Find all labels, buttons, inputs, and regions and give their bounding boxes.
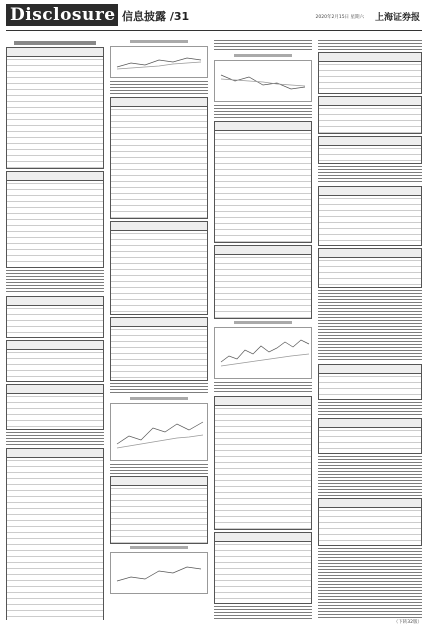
financial-table xyxy=(318,248,422,288)
column-4 xyxy=(318,38,422,620)
financial-table xyxy=(318,52,422,94)
financial-table xyxy=(6,296,104,338)
financial-table xyxy=(6,340,104,382)
financial-table xyxy=(110,221,208,315)
body-text xyxy=(110,383,208,395)
line-chart-graphic xyxy=(111,553,208,593)
body-text xyxy=(318,40,422,50)
financial-table xyxy=(6,171,104,268)
financial-table xyxy=(6,47,104,169)
body-text xyxy=(214,382,312,394)
body-text xyxy=(6,432,104,446)
financial-table xyxy=(6,384,104,430)
body-text xyxy=(318,456,422,496)
financial-table xyxy=(214,396,312,530)
chart-caption xyxy=(234,321,292,324)
disclosure-logo: Disclosure xyxy=(6,4,118,26)
financial-table xyxy=(318,186,422,246)
line-chart-graphic xyxy=(111,47,208,77)
column-3 xyxy=(214,38,312,620)
newspaper-name: 上海证券报 xyxy=(374,13,420,23)
financial-table xyxy=(318,96,422,134)
continued-note: （下转32版） xyxy=(393,620,422,625)
financial-table xyxy=(318,136,422,164)
section-title: 信息披露 /31 xyxy=(122,10,190,23)
financial-table xyxy=(214,245,312,319)
chart-caption xyxy=(234,54,292,57)
body-text xyxy=(214,606,312,620)
chart-caption xyxy=(130,397,188,400)
financial-table xyxy=(6,448,104,620)
financial-table xyxy=(110,97,208,219)
financial-table xyxy=(110,317,208,381)
body-text xyxy=(214,105,312,119)
column-1 xyxy=(6,38,104,620)
line-chart xyxy=(110,46,208,78)
line-chart-graphic xyxy=(215,61,312,101)
body-text xyxy=(6,270,104,294)
line-chart xyxy=(110,403,208,461)
financial-table xyxy=(318,498,422,546)
body-text xyxy=(214,40,312,52)
line-chart xyxy=(214,327,312,379)
body-text xyxy=(318,548,422,618)
chart-caption xyxy=(130,546,188,549)
financial-table xyxy=(214,121,312,243)
body-text xyxy=(318,290,422,362)
line-chart xyxy=(110,552,208,594)
body-text xyxy=(318,402,422,416)
body-text xyxy=(110,464,208,474)
financial-table xyxy=(214,532,312,604)
line-chart xyxy=(214,60,312,102)
body-text xyxy=(110,81,208,95)
table-caption xyxy=(14,41,96,45)
chart-caption xyxy=(130,40,188,43)
dateline: 2020年2月15日 星期六 xyxy=(315,15,364,20)
financial-table xyxy=(110,476,208,544)
financial-table xyxy=(318,418,422,454)
column-2 xyxy=(110,38,208,620)
line-chart-graphic xyxy=(215,328,312,378)
masthead xyxy=(6,4,422,31)
financial-table xyxy=(318,364,422,400)
line-chart-graphic xyxy=(111,404,208,460)
body-text xyxy=(318,166,422,184)
